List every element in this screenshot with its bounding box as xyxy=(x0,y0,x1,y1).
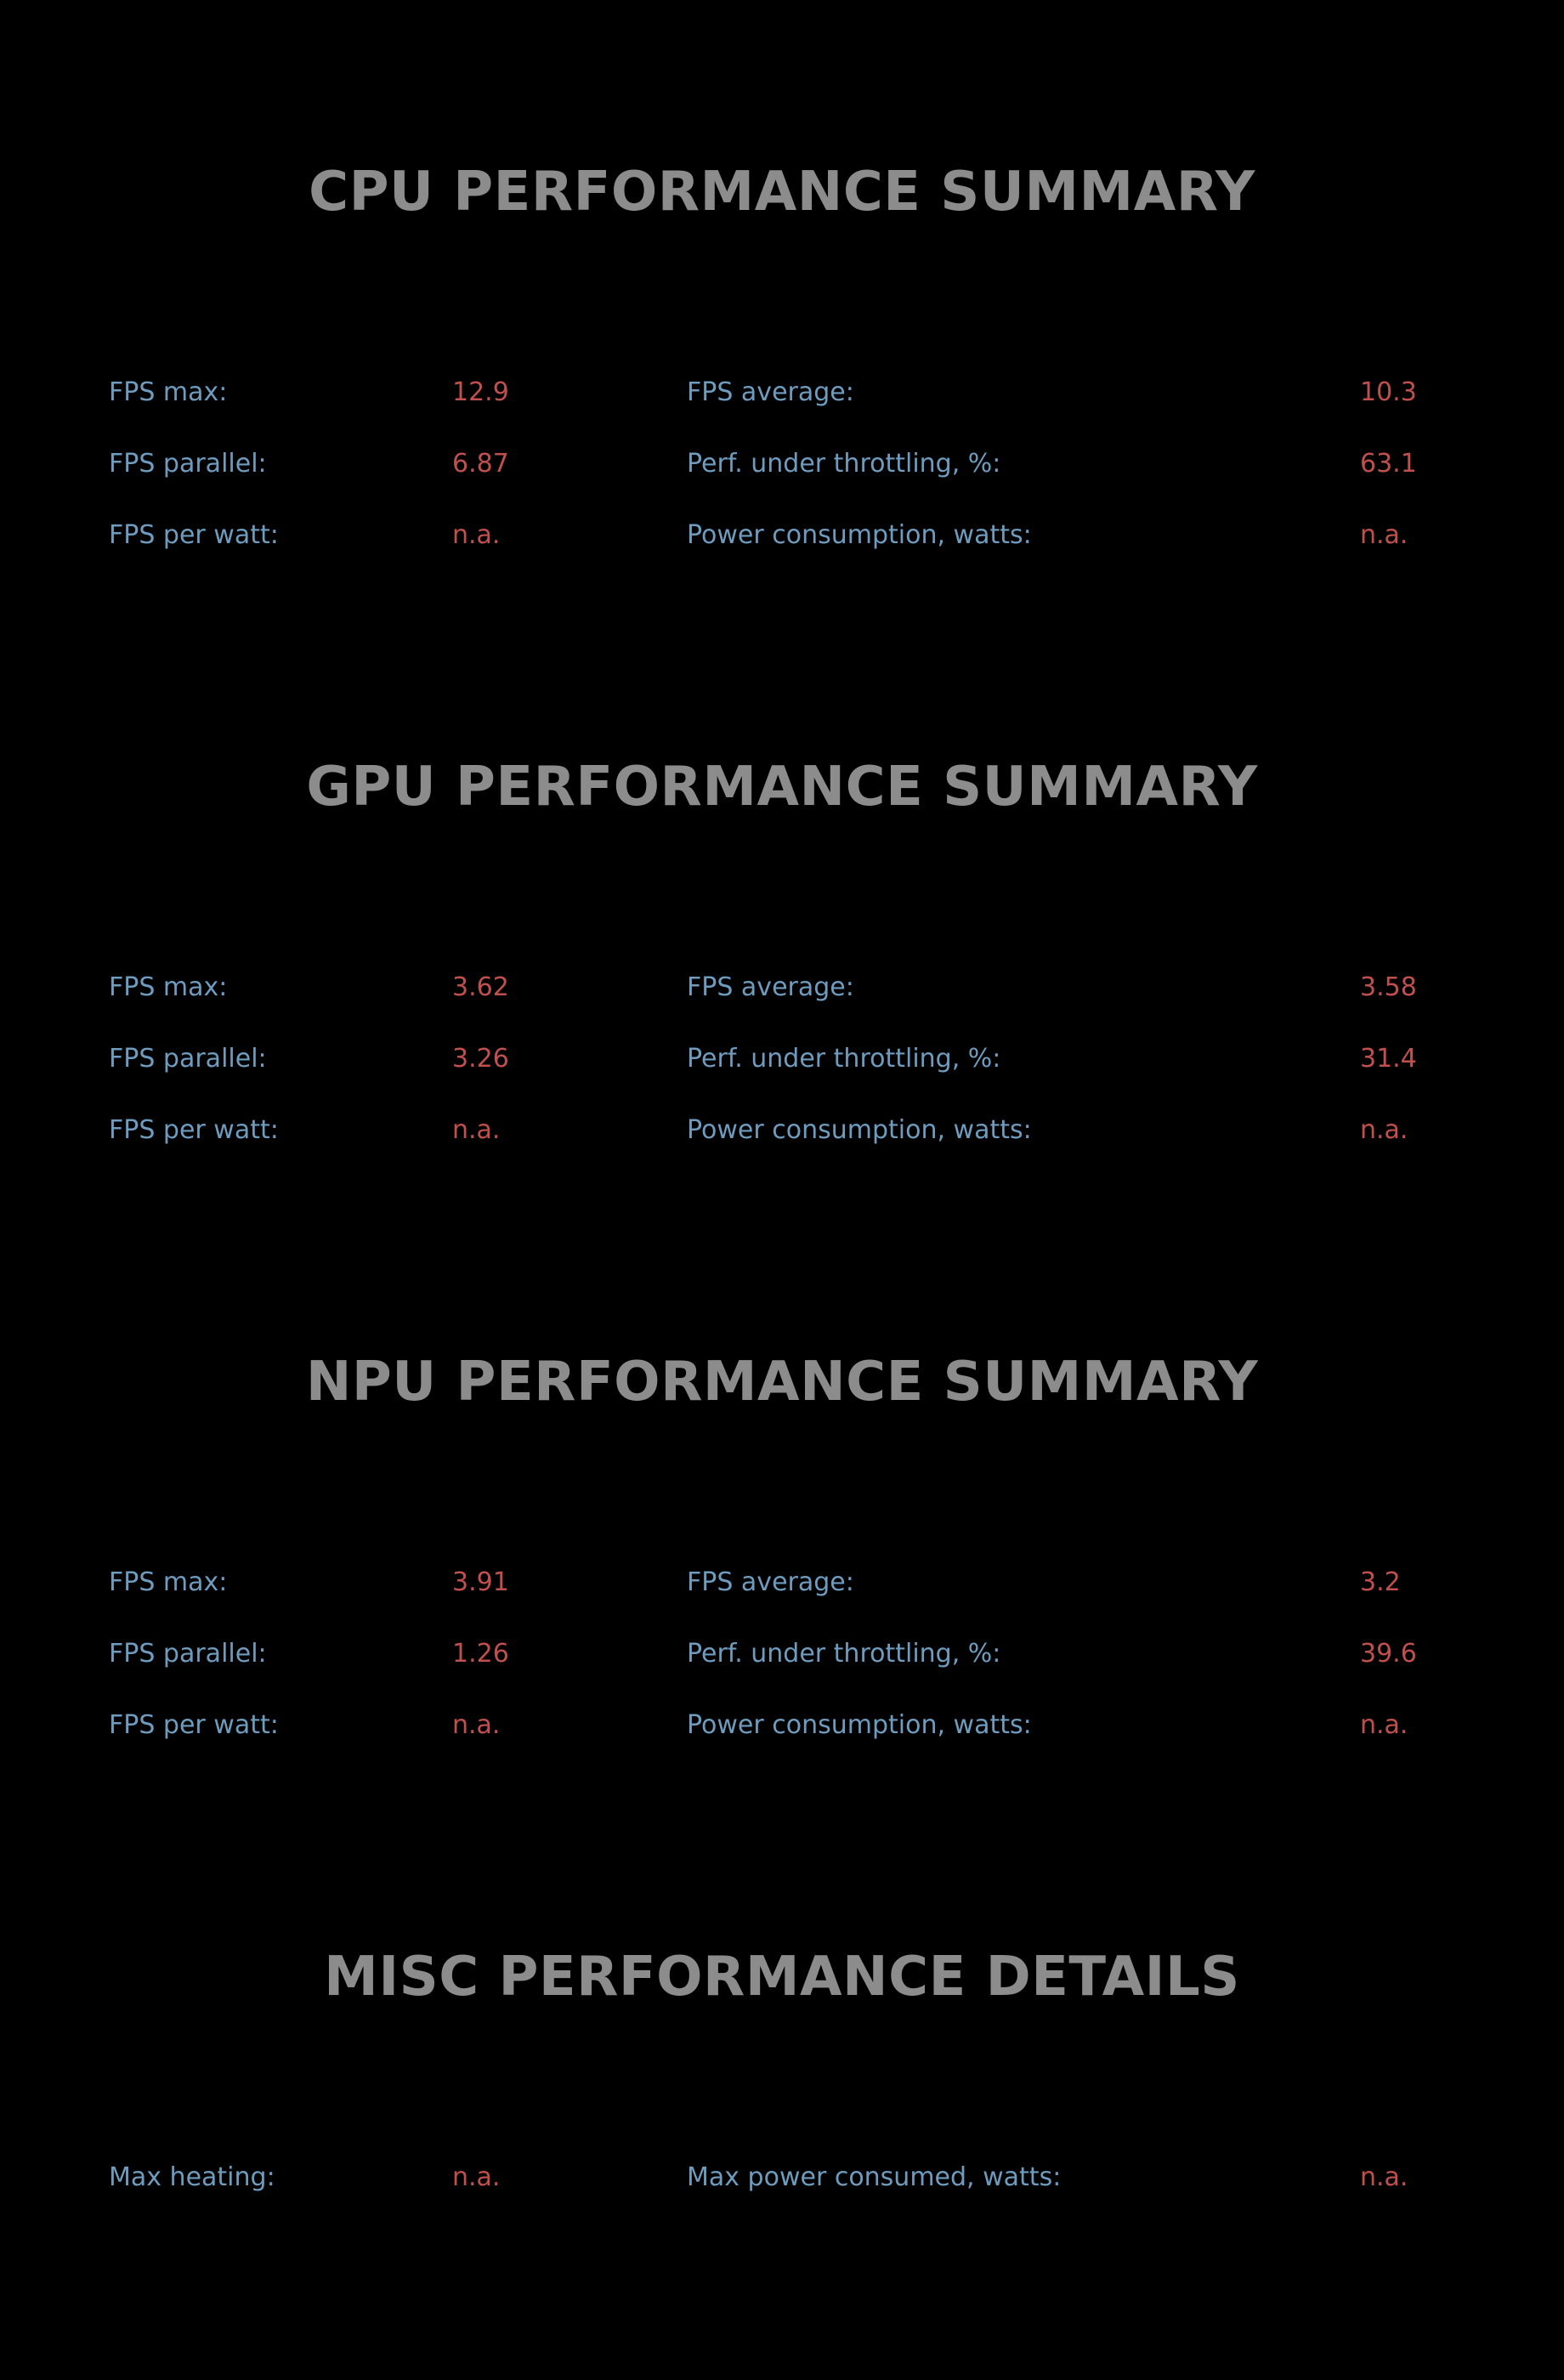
stat-row xyxy=(0,966,1564,1009)
stat-label: FPS per watt: xyxy=(109,1710,279,1740)
stat-row xyxy=(0,1038,1564,1080)
stat-value: 10.3 xyxy=(1360,377,1417,407)
stat-value: n.a. xyxy=(1360,2162,1408,2192)
stat-label: FPS parallel: xyxy=(109,1044,267,1074)
stat-label: Perf. under throttling, %: xyxy=(687,1639,1001,1669)
stat-value: 3.26 xyxy=(452,1044,509,1074)
stat-label: FPS max: xyxy=(109,972,228,1002)
stat-label: Max heating: xyxy=(109,2162,275,2192)
stat-label: Power consumption, watts: xyxy=(687,520,1032,550)
stat-label: Perf. under throttling, %: xyxy=(687,449,1001,479)
stat-row xyxy=(0,371,1564,414)
stat-value: 3.91 xyxy=(452,1567,509,1597)
stat-label: FPS parallel: xyxy=(109,449,267,479)
stat-label: FPS max: xyxy=(109,377,228,407)
stat-label: FPS parallel: xyxy=(109,1639,267,1669)
section-title: CPU PERFORMANCE SUMMARY xyxy=(309,161,1255,224)
stat-row xyxy=(0,1633,1564,1675)
stat-label: FPS max: xyxy=(109,1567,228,1597)
stat-value: 39.6 xyxy=(1360,1639,1417,1669)
stat-value: 31.4 xyxy=(1360,1044,1417,1074)
stat-value: 3.62 xyxy=(452,972,509,1002)
section-title: NPU PERFORMANCE SUMMARY xyxy=(305,1351,1259,1414)
stat-value: n.a. xyxy=(1360,1115,1408,1145)
stat-row xyxy=(0,443,1564,485)
stat-value: 6.87 xyxy=(452,449,509,479)
stat-label: FPS per watt: xyxy=(109,520,279,550)
stat-row xyxy=(0,1704,1564,1747)
stat-label: Perf. under throttling, %: xyxy=(687,1044,1001,1074)
stat-label: FPS average: xyxy=(687,972,854,1002)
stat-value: n.a. xyxy=(452,1115,501,1145)
stat-value: 12.9 xyxy=(452,377,509,407)
stat-row xyxy=(0,1109,1564,1152)
stat-label: Power consumption, watts: xyxy=(687,1710,1032,1740)
stat-label: Max power consumed, watts: xyxy=(687,2162,1062,2192)
stat-row xyxy=(0,2156,1564,2199)
stat-value: n.a. xyxy=(452,2162,501,2192)
stat-label: Power consumption, watts: xyxy=(687,1115,1032,1145)
stat-label: FPS per watt: xyxy=(109,1115,279,1145)
stat-row xyxy=(0,1561,1564,1604)
stat-value: 63.1 xyxy=(1360,449,1417,479)
stat-value: n.a. xyxy=(1360,1710,1408,1740)
stat-value: n.a. xyxy=(1360,520,1408,550)
stat-label: FPS average: xyxy=(687,377,854,407)
stat-value: 3.58 xyxy=(1360,972,1417,1002)
stat-row xyxy=(0,514,1564,557)
stat-value: 3.2 xyxy=(1360,1567,1401,1597)
section-title: MISC PERFORMANCE DETAILS xyxy=(324,1946,1240,2009)
stat-label: FPS average: xyxy=(687,1567,854,1597)
section-title: GPU PERFORMANCE SUMMARY xyxy=(306,756,1258,819)
stat-value: n.a. xyxy=(452,520,501,550)
stat-value: n.a. xyxy=(452,1710,501,1740)
stat-value: 1.26 xyxy=(452,1639,509,1669)
